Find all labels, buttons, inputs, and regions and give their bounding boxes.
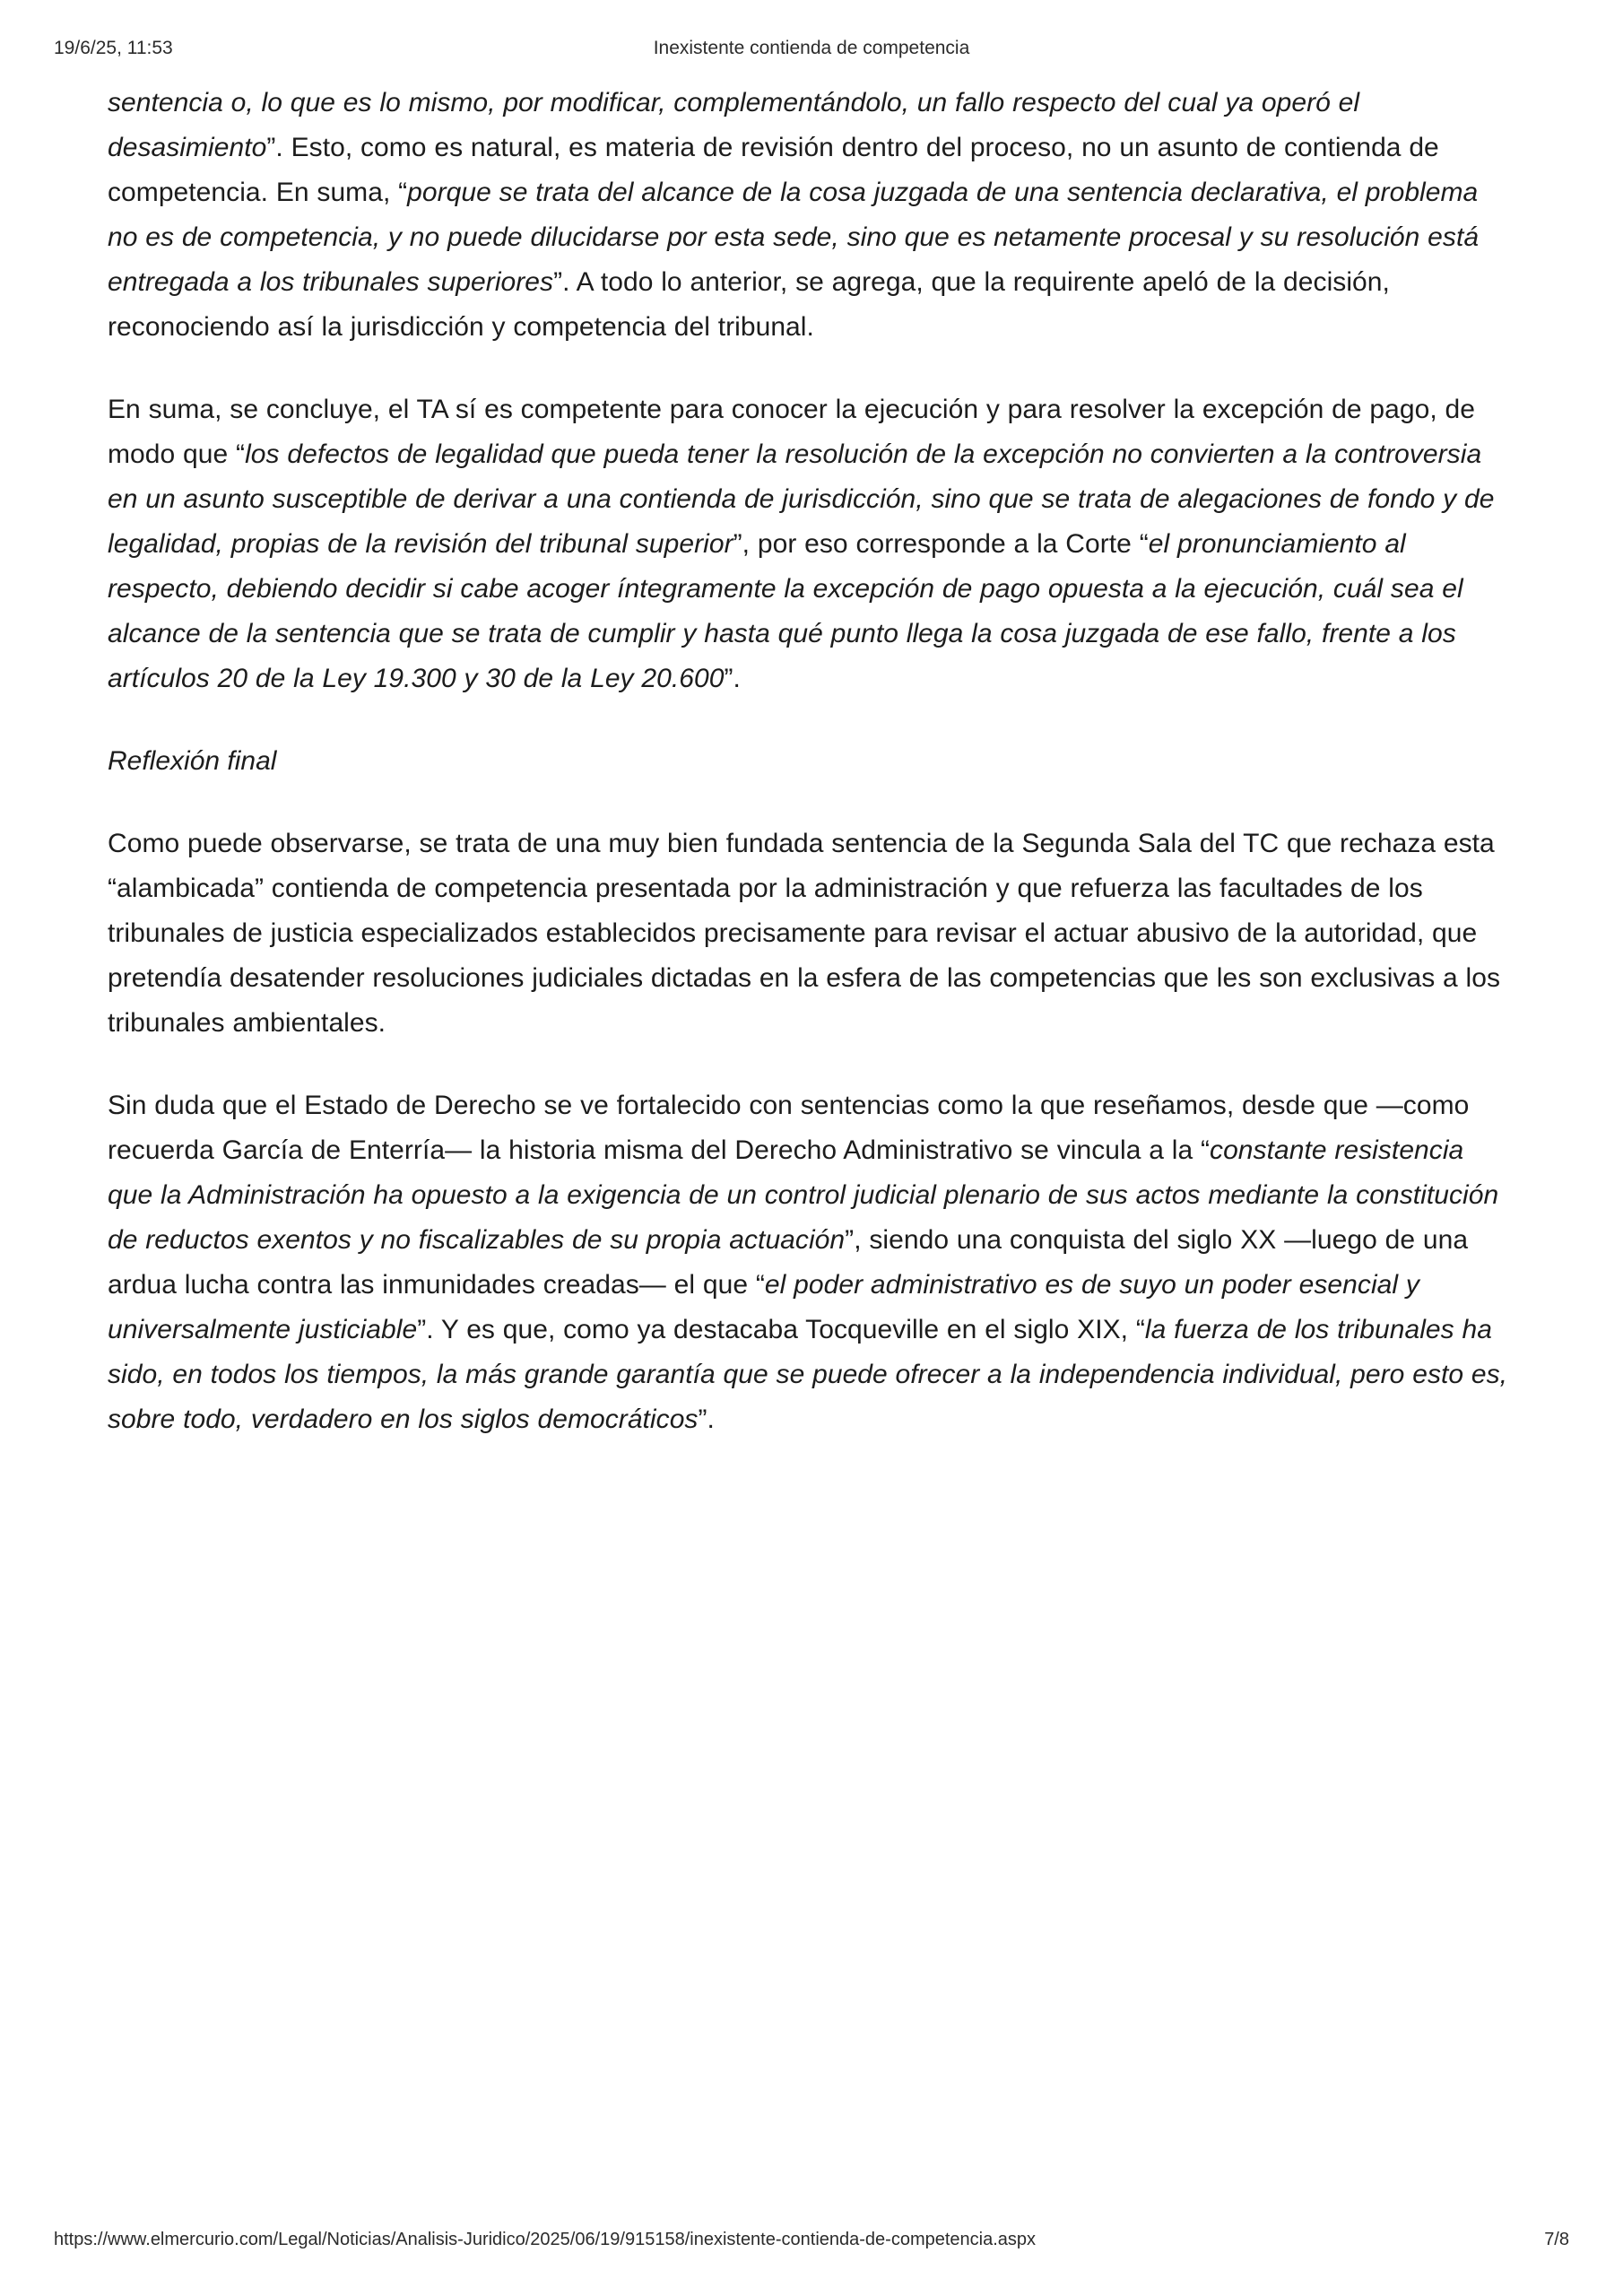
- body-paragraph-1: [108, 81, 1515, 350]
- body-paragraph-3: [108, 822, 1515, 1046]
- section-heading-reflexion-final: Reflexión final: [108, 746, 277, 776]
- text-run-roman: ”, siendo una conquista del siglo XX —luego de una ardua lucha contra las inmunidades creadas— el que “: [108, 1225, 1469, 1300]
- text-run-roman: ”.: [724, 664, 741, 693]
- text-run-italic: porque se trata del alcance de la cosa juzgada de una sentencia declarativa, el problema no es de competencia, y no puede dilucidarse por esta sede, sino que es netamente procesal y su resolución está entregada a los tribunales superiores: [108, 178, 1480, 297]
- text-run-roman: ”, por eso corresponde a la Corte “: [733, 529, 1149, 559]
- text-run-roman: ”. Y es que, como ya destacaba Tocqueville en el siglo XIX, “: [417, 1315, 1145, 1344]
- footer-page-number: 7/8: [1544, 2230, 1569, 2249]
- document-body: [108, 81, 1515, 1480]
- body-paragraph-2: [108, 387, 1515, 701]
- footer-source-url: https://www.elmercurio.com/Legal/Noticias/Analisis-Juridico/2025/06/19/915158/inexistente-contienda-de-competencia.aspx: [54, 2230, 1037, 2249]
- text-run-italic: constante resistencia que la Administración ha opuesto a la exigencia de un control judicial plenario de sus actos mediante la constitución de reductos exentos y no fiscalizables de su propia actuación: [108, 1135, 1499, 1255]
- text-run-italic: el poder administrativo es de suyo un poder esencial y universalmente justiciable: [108, 1270, 1419, 1344]
- text-run-italic: el pronunciamiento al respecto, debiendo decidir si cabe acoger íntegramente la excepción de pago opuesta a la ejecución, cuál sea el alcance de la sentencia que se trata de cumplir y hasta qué punto llega la cosa juzgada de ese fallo, frente a los artículos 20 de la Ley 19.300 y 30 de la Ley 20.600: [108, 529, 1463, 693]
- body-paragraph-4: [108, 1083, 1515, 1442]
- page-running-header: [0, 38, 1623, 65]
- text-run-roman: ”. Esto, como es natural, es materia de revisión dentro del proceso, no un asunto de contienda de competencia. En suma, “: [108, 133, 1439, 207]
- text-run-italic: sentencia o, lo que es lo mismo, por modificar, complementándolo, un fallo respecto del cual ya operó el desasimiento: [108, 88, 1360, 162]
- text-run-roman: Sin duda que el Estado de Derecho se ve fortalecido con sentencias como la que reseñamos, desde que —como recuerda García de Enterría— la historia misma del Derecho Administrativo se vincula a la “: [108, 1091, 1470, 1165]
- page-running-footer: [0, 2230, 1623, 2255]
- text-run-roman: Como puede observarse, se trata de una muy bien fundada sentencia de la Segunda Sala del TC que rechaza esta “alambicada” contienda de competencia presentada por la administración y que refuerza las facultades de los tribunales de justicia especializados establecidos precisamente para revisar el actuar abusivo de la autoridad, que pretendía desatender resoluciones judiciales dictadas en la esfera de las competencias que les son exclusivas a los tribunales ambientales.: [108, 829, 1501, 1038]
- text-run-roman: En suma, se concluye, el TA sí es competente para conocer la ejecución y para resolver la excepción de pago, de modo que “: [108, 395, 1475, 469]
- header-document-title: Inexistente contienda de competencia: [653, 38, 970, 58]
- text-run-roman: ”.: [698, 1405, 715, 1434]
- text-run-italic: los defectos de legalidad que pueda tener la resolución de la excepción no convierten a la controversia en un asunto susceptible de derivar a una contienda de jurisdicción, sino que se trata de alegaciones de fondo y de legalidad, propias de la revisión del tribunal superior: [108, 439, 1495, 559]
- text-run-italic: la fuerza de los tribunales ha sido, en todos los tiempos, la más grande garantía que se puede ofrecer a la independencia individual, pero esto es, sobre todo, verdadero en los siglos democráticos: [108, 1315, 1508, 1434]
- text-run-roman: ”. A todo lo anterior, se agrega, que la requirente apeló de la decisión, reconociendo así la jurisdicción y competencia del tribunal.: [108, 267, 1390, 342]
- header-date: 19/6/25, 11:53: [54, 38, 173, 58]
